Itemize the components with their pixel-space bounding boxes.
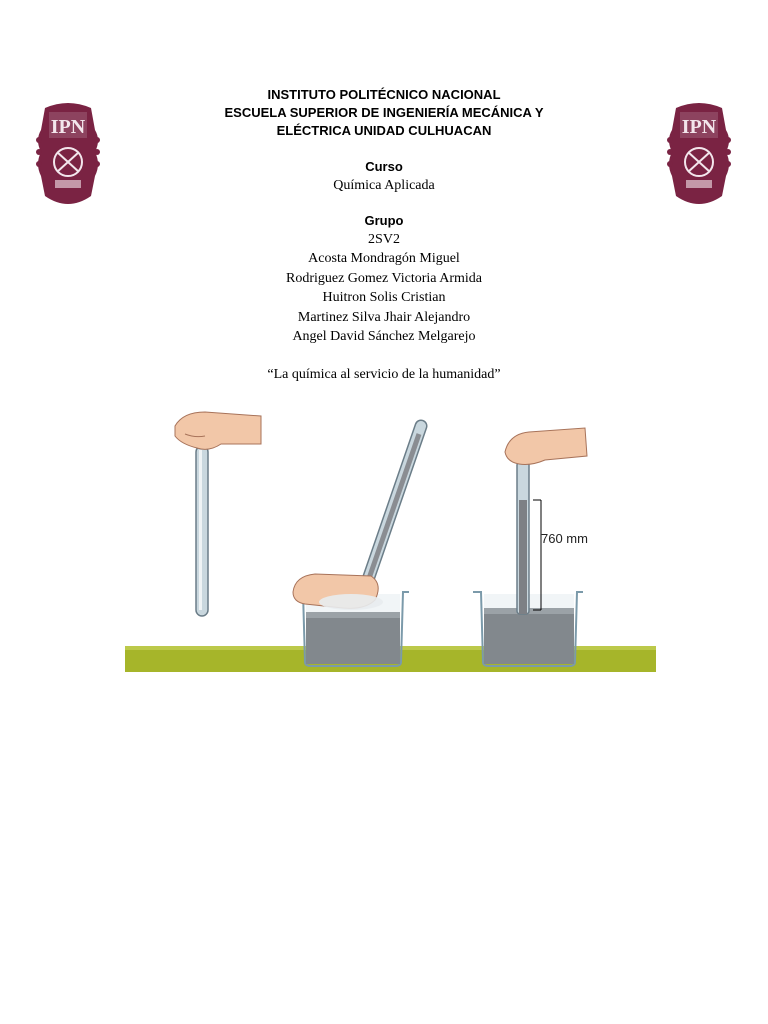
filling-tube-panel — [293, 426, 421, 666]
motto: “La química al servicio de la humanidad” — [267, 366, 501, 382]
torricelli-experiment-illustration — [125, 404, 656, 672]
svg-text:IPN: IPN — [681, 116, 717, 138]
institution-name: INSTITUTO POLITÉCNICO NACIONAL — [267, 87, 501, 102]
school-name-line1: ESCUELA SUPERIOR DE INGENIERÍA MECÁNICA Y — [224, 105, 544, 120]
cover-header — [0, 86, 768, 384]
member-name: Martinez Silva Jhair Alejandro — [297, 309, 471, 325]
measurement-label: 760 mm — [541, 531, 588, 546]
member-name: Huitron Solis Cristian — [322, 290, 446, 305]
member-name: Angel David Sánchez Melgarejo — [292, 329, 476, 344]
mercury-column-panel — [473, 428, 588, 666]
member-name: Rodriguez Gomez Victoria Armida — [285, 270, 482, 286]
empty-tube-panel — [175, 412, 261, 616]
member-name: Acosta Mondragón Miguel — [308, 251, 460, 266]
group-label: Grupo — [364, 213, 404, 228]
school-name-line2: ELÉCTRICA UNIDAD CULHUACAN — [276, 123, 492, 138]
svg-text:IPN: IPN — [50, 116, 86, 138]
course-value: Química Aplicada — [333, 178, 435, 193]
member-list — [0, 249, 768, 347]
course-label: Curso — [365, 159, 403, 174]
group-value: 2SV2 — [368, 232, 400, 247]
